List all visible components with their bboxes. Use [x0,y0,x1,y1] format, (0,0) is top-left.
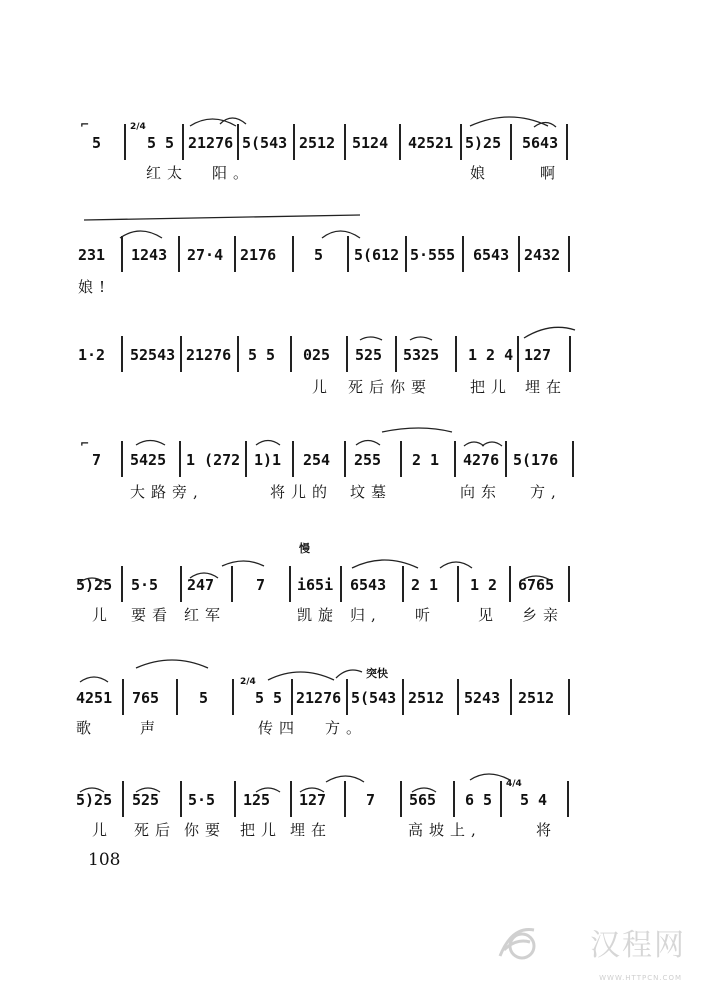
lyric: 娘 [470,164,492,182]
note-group: 1·2 [78,346,106,364]
barline [180,566,182,602]
barline [462,236,464,272]
note-group: 5)25 [76,576,113,594]
barline [568,566,570,602]
note-group: 2 1 [412,451,440,469]
barline [567,781,569,817]
lyric: 凯旋 [297,606,340,624]
note-group: 5)25 [76,791,113,809]
barline [289,566,291,602]
staff-system-3 [0,320,710,440]
note-group: 5)25 [465,134,502,152]
barline [180,781,182,817]
barline [400,781,402,817]
lyric: 听 [415,606,437,624]
note-group: 5 5 [255,689,283,707]
lyric: 将儿的 [270,483,334,501]
barline [454,441,456,477]
note-group: 1)1 [254,451,282,469]
barline [568,236,570,272]
note-group: 6 5 [465,791,493,809]
time-signature: 2/4 [240,677,256,687]
barline [346,679,348,715]
note-group: 1243 [131,246,168,264]
lyric: 红太 [146,164,189,182]
barline [518,236,520,272]
note-group: 6543 [350,576,387,594]
barline [291,679,293,715]
note-group: 2512 [299,134,336,152]
note-group: 5 5 [248,346,276,364]
barline [402,679,404,715]
note-group: 7 [256,576,266,594]
barline [460,124,462,160]
note-group: 5(176 [513,451,559,469]
lyric: 传四 [258,719,301,737]
note-group: 21276 [296,689,342,707]
lyric: 乡亲 [522,606,565,624]
note-group: 21276 [186,346,232,364]
note-group: 5 [314,246,324,264]
lyric: 把儿 [240,821,283,839]
note-group: 5 [92,134,102,152]
note-group: 5 5 [147,134,175,152]
tempo-marking: 突快 [366,667,388,680]
barline [568,679,570,715]
barline [122,679,124,715]
watermark-text: 汉程网 [590,928,686,963]
note-group: 1 (272 [186,451,241,469]
note-group: 6765 [518,576,555,594]
time-signature: 4/4 [506,779,522,789]
time-signature: 2/4 [130,122,146,132]
note-group: 2176 [240,246,277,264]
barline [344,124,346,160]
barline [234,236,236,272]
lyric: 死后 [134,821,177,839]
barline [344,781,346,817]
note-group: 5 4 [520,791,548,809]
barline [292,236,294,272]
barline [182,124,184,160]
barline [402,566,404,602]
lyric: 大路旁, [130,483,204,501]
note-group: 5·5 [188,791,216,809]
barline [395,336,397,372]
lyric: 归, [350,606,382,624]
lyric: 把儿 [470,378,513,396]
note-group: 5(612 [354,246,400,264]
barline [346,336,348,372]
note-group: 4251 [76,689,113,707]
barline [453,781,455,817]
lyric: 儿 [312,378,334,396]
barline [457,679,459,715]
barline [231,566,233,602]
barline [572,441,574,477]
barline [399,124,401,160]
note-group: 525 [355,346,383,364]
staff-system-2 [0,210,710,330]
note-group: 025 [303,346,331,364]
lyric: 埋在 [525,378,568,396]
lyric: 死后你要 [348,378,433,396]
barline [347,236,349,272]
barline [234,781,236,817]
note-group: 1 2 4 [468,346,514,364]
barline [124,124,126,160]
barline [500,781,502,817]
note-group: 5·5 [131,576,159,594]
note-group: 6543 [473,246,510,264]
barline [237,336,239,372]
barline [290,781,292,817]
barline [510,679,512,715]
barline [569,336,571,372]
note-group: 5643 [522,134,559,152]
note-group: 2432 [524,246,561,264]
note-group: 5124 [352,134,389,152]
barline [340,566,342,602]
barline [121,566,123,602]
lyric: 向东 [460,483,503,501]
section-bracket-mark: ⌐ [80,437,90,450]
barline [292,441,294,477]
lyric: 要看 [131,606,174,624]
note-group: i65i [297,576,334,594]
barline [180,336,182,372]
barline [455,336,457,372]
note-group: 7 [366,791,376,809]
barline [245,441,247,477]
note-group: 2512 [408,689,445,707]
lyric: 啊 [540,164,562,182]
note-group: 231 [78,246,106,264]
note-group: 765 [132,689,160,707]
note-group: 125 [243,791,271,809]
staff-system-1 [0,100,710,220]
lyric: 儿 [92,821,114,839]
lyric: 方。 [325,719,368,737]
watermark-url: WWW.HTTPCN.COM [599,974,682,982]
lyric: 方, [530,483,562,501]
note-group: 254 [303,451,331,469]
page-number: 108 [88,850,121,870]
lyric: 坟墓 [350,483,393,501]
barline [293,124,295,160]
note-group: 42521 [408,134,454,152]
note-group: 2512 [518,689,555,707]
barline [505,441,507,477]
note-group: 4276 [463,451,500,469]
note-group: 247 [187,576,215,594]
staff-system-4 [0,425,710,545]
note-group: 5(543 [351,689,397,707]
lyric: 声 [140,719,162,737]
tempo-marking: 慢 [299,542,310,555]
barline [344,441,346,477]
note-group: 5325 [403,346,440,364]
section-bracket-mark: ⌐ [80,118,90,131]
lyric: 你要 [184,821,227,839]
lyric: 高坡上, [408,821,482,839]
barline [121,441,123,477]
barline [176,679,178,715]
note-group: 255 [354,451,382,469]
barline [400,441,402,477]
staff-system-5 [0,540,710,660]
note-group: 5·555 [410,246,456,264]
lyric: 歌 [76,719,98,737]
note-group: 21276 [188,134,234,152]
barline [509,566,511,602]
note-group: 5243 [464,689,501,707]
note-group: 5425 [130,451,167,469]
barline [457,566,459,602]
barline [232,679,234,715]
lyric: 儿 [92,606,114,624]
barline [122,781,124,817]
staff-system-6 [0,655,710,775]
barline [517,336,519,372]
barline [121,336,123,372]
note-group: 7 [92,451,102,469]
lyric: 将 [536,821,558,839]
watermark-logo-icon [492,916,542,966]
watermark [492,912,692,982]
lyric: 埋在 [290,821,333,839]
note-group: 2 1 [411,576,439,594]
barline [510,124,512,160]
note-group: 565 [409,791,437,809]
barline [237,124,239,160]
note-group: 5(543 [242,134,288,152]
barline [290,336,292,372]
note-group: 1 2 [470,576,498,594]
note-group: 127 [524,346,552,364]
lyric: 见 [478,606,500,624]
note-group: 525 [132,791,160,809]
note-group: 127 [299,791,327,809]
barline [178,236,180,272]
note-group: 5 [199,689,209,707]
barline [405,236,407,272]
lyric: 红军 [184,606,227,624]
lyric: 阳。 [212,164,255,182]
barline [179,441,181,477]
barline [566,124,568,160]
note-group: 27·4 [187,246,224,264]
barline [121,236,123,272]
lyric: 娘! [78,278,112,296]
note-group: 52543 [130,346,176,364]
